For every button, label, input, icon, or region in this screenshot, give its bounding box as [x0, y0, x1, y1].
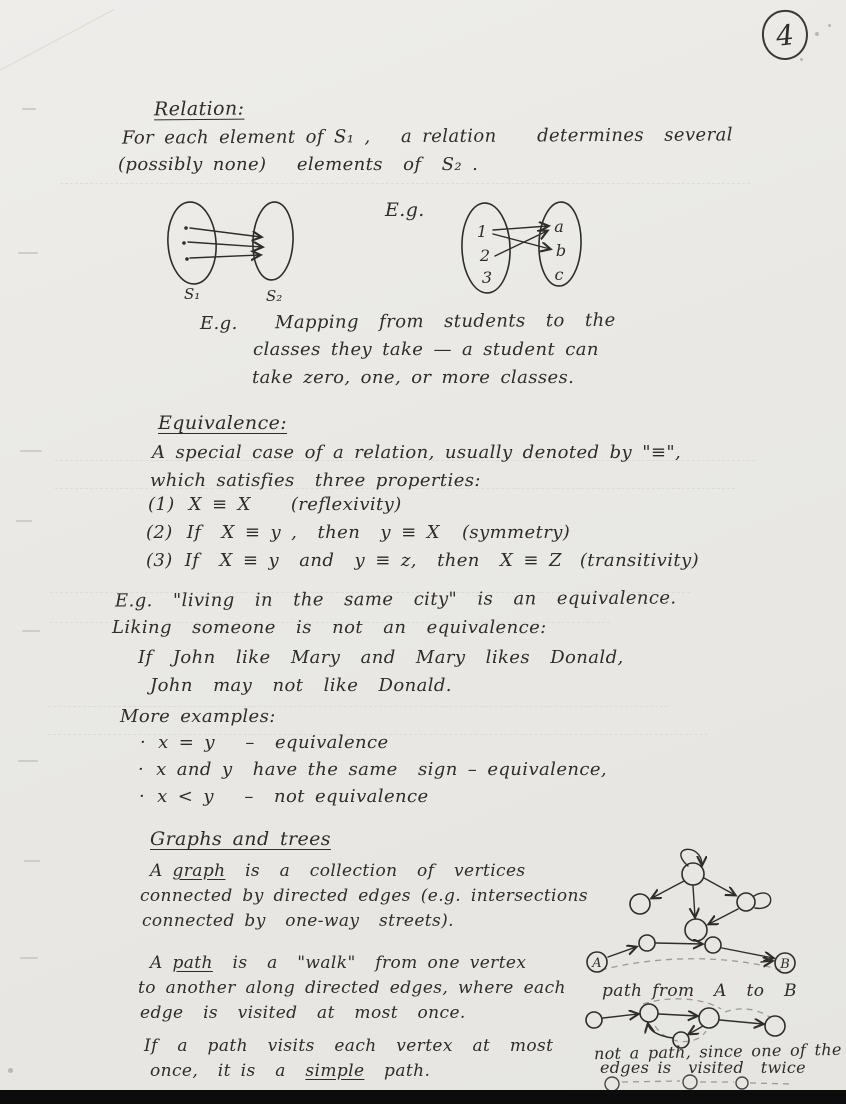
element-3-label: 3: [481, 268, 493, 287]
property-1: [148, 492, 402, 518]
property-1-num: (1): [148, 494, 175, 515]
scan-speck: [815, 32, 819, 36]
example-1-text: x = y – equivalence: [158, 732, 389, 753]
john-line1: If John like Mary and Mary likes Donald,: [138, 647, 624, 668]
mapping-line2: classes they take — a student can: [253, 339, 599, 360]
path-def-line3: edge is visited at most once.: [140, 1003, 466, 1023]
path-def-line2: to another along directed edges, where each: [138, 978, 566, 998]
mapping-eg-label: E.g.: [200, 313, 238, 334]
clipped-bottom-sketch: [592, 1072, 802, 1092]
property-1-body: X ≡ X: [188, 494, 251, 515]
scan-edge-band: [0, 1090, 846, 1104]
graphs-heading: Graphs and trees: [150, 828, 331, 850]
property-2-note: (symmetry): [461, 522, 571, 543]
mapping-line1: Mapping from students to the: [274, 309, 616, 334]
graph-def-rest: is a collection of vertices: [225, 861, 526, 881]
simple-keyword: simple: [305, 1061, 365, 1081]
equivalence-heading: Equivalence:: [158, 412, 288, 434]
simple-def-pre: once, it is a: [150, 1061, 306, 1081]
simple-def-post: path.: [364, 1061, 431, 1081]
bullet-icon: ·: [140, 732, 147, 753]
scan-speck: [8, 1068, 13, 1073]
relation-line1: For each element of S₁ , a relation determines several: [121, 124, 733, 149]
ruled-line: [60, 183, 750, 184]
mapping-line3: take zero, one, or more classes.: [252, 367, 575, 388]
example-item-1: [140, 730, 389, 756]
node-b-label: B: [780, 957, 790, 972]
scan-artifact: [24, 860, 40, 862]
scan-artifact: [18, 252, 38, 254]
relation-line2: (possibly none) elements of S₂ .: [118, 154, 479, 175]
graph-def-line2: connected by directed edges (e.g. intersections: [140, 886, 588, 906]
page-number: 4: [774, 17, 796, 53]
element-a-label: a: [554, 217, 564, 236]
element-1-label: 1: [476, 222, 488, 241]
not-path-caption-line2: edges is visited twice: [600, 1058, 806, 1077]
scan-artifact: [20, 450, 42, 452]
page-number-circle: [760, 8, 811, 63]
property-3-note: (transitivity): [579, 550, 699, 571]
property-2-body: If X ≡ y , then y ≡ X: [186, 522, 440, 543]
element-b-label: b: [555, 241, 567, 260]
graph-def-line1: [150, 858, 526, 884]
equivalence-intro1: A special case of a relation, usually denoted by "≡",: [152, 442, 682, 463]
relation-heading: Relation:: [153, 97, 245, 121]
property-3-num: (3): [146, 550, 173, 571]
set-s1-label: S₁: [184, 285, 201, 303]
graph-def-pre: A: [150, 861, 173, 881]
bullet-icon: ·: [139, 786, 146, 807]
scan-fold-line: [0, 9, 114, 76]
element-2-label: 2: [479, 246, 491, 265]
property-2: [146, 520, 570, 546]
property-3-body: If X ≡ y and y ≡ z, then X ≡ Z: [184, 550, 562, 571]
relation-example-diagram: [452, 194, 592, 306]
relation-sets-diagram: [158, 198, 333, 306]
path-def-line1: [150, 950, 526, 976]
simple-def-line1: If a path visits each vertex at most: [144, 1036, 554, 1056]
example-item-2: [138, 757, 607, 783]
scan-speck: [800, 58, 803, 61]
node-a-label: A: [592, 956, 602, 971]
path-def-rest: is a "walk" from one vertex: [212, 953, 527, 973]
property-3: [146, 548, 699, 574]
example-item-3: [139, 784, 429, 810]
graph-def-line3: connected by one-way streets).: [142, 911, 454, 931]
john-line2: John may not like Donald.: [150, 675, 452, 696]
element-c-label: c: [554, 265, 564, 284]
bullet-icon: ·: [138, 759, 145, 780]
path-keyword: path: [172, 953, 213, 973]
property-2-num: (2): [146, 522, 173, 543]
path-def-pre: A: [150, 953, 173, 973]
equivalence-intro2: which satisfies three properties:: [150, 470, 481, 491]
property-1-note: (reflexivity): [290, 494, 402, 515]
scan-artifact: [22, 108, 36, 110]
more-examples-heading: More examples:: [120, 706, 276, 727]
relation-eg-label: E.g.: [385, 199, 425, 221]
liking-line: Liking someone is not an equivalence:: [112, 617, 547, 638]
path-caption: path from A to B: [602, 981, 797, 1001]
path-a-to-b-diagram: [585, 928, 815, 980]
simple-def-line2: [150, 1058, 430, 1084]
set-s2-label: S₂: [266, 287, 283, 305]
scan-artifact: [16, 520, 32, 522]
eg-city-line: E.g. "living in the same city" is an equivalence.: [114, 587, 677, 612]
scan-artifact: [20, 957, 38, 959]
scan-artifact: [18, 760, 38, 762]
not-path-caption-line1: not a path, since one of the: [593, 1039, 842, 1064]
scan-speck: [828, 24, 831, 27]
scan-artifact: [22, 630, 40, 632]
graph-keyword: graph: [172, 861, 226, 881]
example-3-text: x < y – not equivalence: [157, 786, 429, 807]
example-2-text: x and y have the same sign – equivalence,: [156, 759, 608, 780]
